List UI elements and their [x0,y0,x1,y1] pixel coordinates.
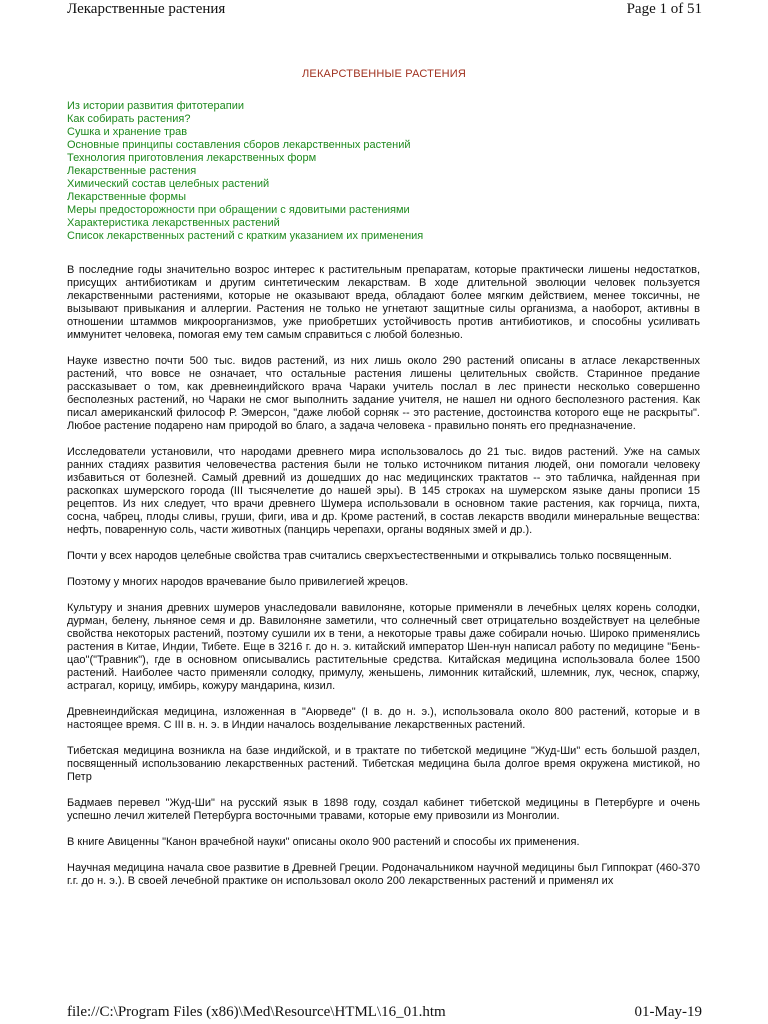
toc-link-principles[interactable]: Основные принципы составления сборов лекарственных растений [67,139,411,151]
paragraph: Науке известно почти 500 тыс. видов растений, из них лишь около 290 растений описаны в атласе лекарственных растений, что вовсе не означает, что остальные растения лишены целительных свойств. Старинное предание рассказывает о том, как древнеиндийского врача Чараки учитель послал в лес принести несколько совершенно бесполезных растений, но Чараки не смог выполнить задание учителя, не нашел ни одного бесполезного растения. Как писал американский философ Р. Эмерсон, "даже любой сорняк -- это растение, достоинства которого еще не раскрыты". Любое растение подарено нам природой во благо, а задача человека - правильно понять его предназначение. [67,355,700,432]
file-path: file://C:\Program Files (x86)\Med\Resource\HTML\16_01.htm [67,1004,446,1020]
paragraph: Почти у всех народов целебные свойства трав считались сверхъестественными и открывались только посвященным. [67,550,672,562]
toc-item [67,126,423,139]
toc-link-forms[interactable]: Лекарственные формы [67,191,186,203]
toc-link-list[interactable]: Список лекарственных растений с кратким указанием их применения [67,230,424,242]
toc-link-drying[interactable]: Сушка и хранение трав [67,126,188,138]
toc-link-technology[interactable]: Технология приготовления лекарственных форм [67,152,317,164]
toc-link-collecting[interactable]: Как собирать растения? [67,113,191,125]
paragraph: Бадмаев перевел "Жуд-Ши" на русский язык в 1898 году, создал кабинет тибетской медицины в Петербурге и очень успешно лечил жителей Петербурга восточными травами, которые ему привозили из Монголии. [67,797,700,822]
toc-item [67,178,423,191]
paragraph: Научная медицина начала свое развитие в Древней Греции. Родоначальником научной медицины был Гиппократ (460-370 г.г. до н. э.). В своей лечебной практике он использовал около 200 лекарственных растений и применял их [67,862,700,887]
paragraph: В последние годы значительно возрос интерес к растительным препаратам, которые практически лишены недостатков, присущих антибиотикам и другим синтетическим лекарствам. В ходе длительной эволюции человек пользуется лекарственными растениями, которые не оказывают вреда, обладают более мягким действием, менее токсичны, не вызывают привыкания и аллергии. Растения не только не угнетают защитные силы организма, а наоборот, активны в отношении штаммов микроорганизмов, уже приобретших устойчивость против антибиотиков, и способны усиливать иммунитет человека, помогая ему тем самым справиться с любой болезнью. [67,264,700,341]
toc-item [67,217,423,230]
toc-link-precautions[interactable]: Меры предосторожности при обращении с ядовитыми растениями [67,204,410,216]
toc-link-history[interactable]: Из истории развития фитотерапии [67,100,244,112]
paragraph: Поэтому у многих народов врачевание было привилегией жрецов. [67,576,409,588]
toc-item [67,139,423,152]
toc-link-characteristics[interactable]: Характеристика лекарственных растений [67,217,280,229]
paragraph: В книге Авиценны "Канон врачебной науки" описаны около 900 растений и способы их применения. [67,836,580,848]
toc-link-chemistry[interactable]: Химический состав целебных растений [67,178,270,190]
toc-item [67,100,423,113]
toc-item [67,165,423,178]
print-date: 01-May-19 [634,1004,702,1020]
page-footer [67,1004,702,1024]
toc-item [67,152,423,165]
table-of-contents [67,100,423,243]
paragraph: Культуру и знания древних шумеров унаследовали вавилоняне, которые применяли в лечебных целях корень солодки, дурман, белену, льняное семя и др. Вавилоняне заметили, что солнечный свет отрицательно воздействует на целебные свойства некоторых растений, поэтому сушили их в тени, а некоторые травы даже собирали ночью. Широко применялись растения в Китае, Индии, Тибете. Еще в 3216 г. до н. э. китайский император Шен-нун написал работу по медицине "Бень-цао"("Травник"), где в основном описывались растительные средства. Китайская медицина использовала более 1500 растений. Наиболее часто применяли солодку, примулу, женьшень, лимонник китайский, шлемник, лук, чеснок, спаржу, астрагал, корицу, имбирь, кожуру мандарина, кизил. [67,602,700,692]
toc-item [67,191,423,204]
page-header [67,0,702,24]
paragraph: Тибетская медицина возникла на базе индийской, и в трактате по тибетской медицине "Жуд-Ши" есть большой раздел, посвященный использованию лекарственных растений. Тибетская медицина была долгое время окружена мистикой, но Петр [67,745,700,783]
toc-item [67,113,423,126]
paragraph: Исследователи установили, что народами древнего мира использовалось до 21 тыс. видов растений. Уже на самых ранних стадиях развития человечества растения были не только источником питания людей, они помогали человеку избавиться от болезней. Самый древний из дошедших до нас медицинских трактатов -- это табличка, найденная при раскопках шумерского города (III тысячелетие до нашей эры). В 145 строках на шумерском языке даны прописи 15 рецептов. Из них следует, что врачи древнего Шумера использовали в основном такие растения, как горчица, пихта, сосна, чабрец, плоды сливы, груши, фиги, ива и др. Кроме растений, в состав лекарств вводили минеральные вещества: нефть, поваренную соль, части животных (панцирь черепахи, органы водяных змей и др.). [67,446,700,536]
toc-item [67,204,423,217]
document-title: ЛЕКАРСТВЕННЫЕ РАСТЕНИЯ [301,68,467,80]
toc-link-plants[interactable]: Лекарственные растения [67,165,197,177]
header-title: Лекарственные растения [67,1,226,17]
toc-item [67,230,423,243]
article-body [67,264,700,901]
paragraph: Древнеиндийская медицина, изложенная в "Аюрведе" (I в. до н. э.), использовала около 800 растений, которые и в настоящее время. С III в. н. э. в Индии началось возделывание лекарственных растений. [67,706,700,731]
page-number: Page 1 of 51 [626,1,702,17]
